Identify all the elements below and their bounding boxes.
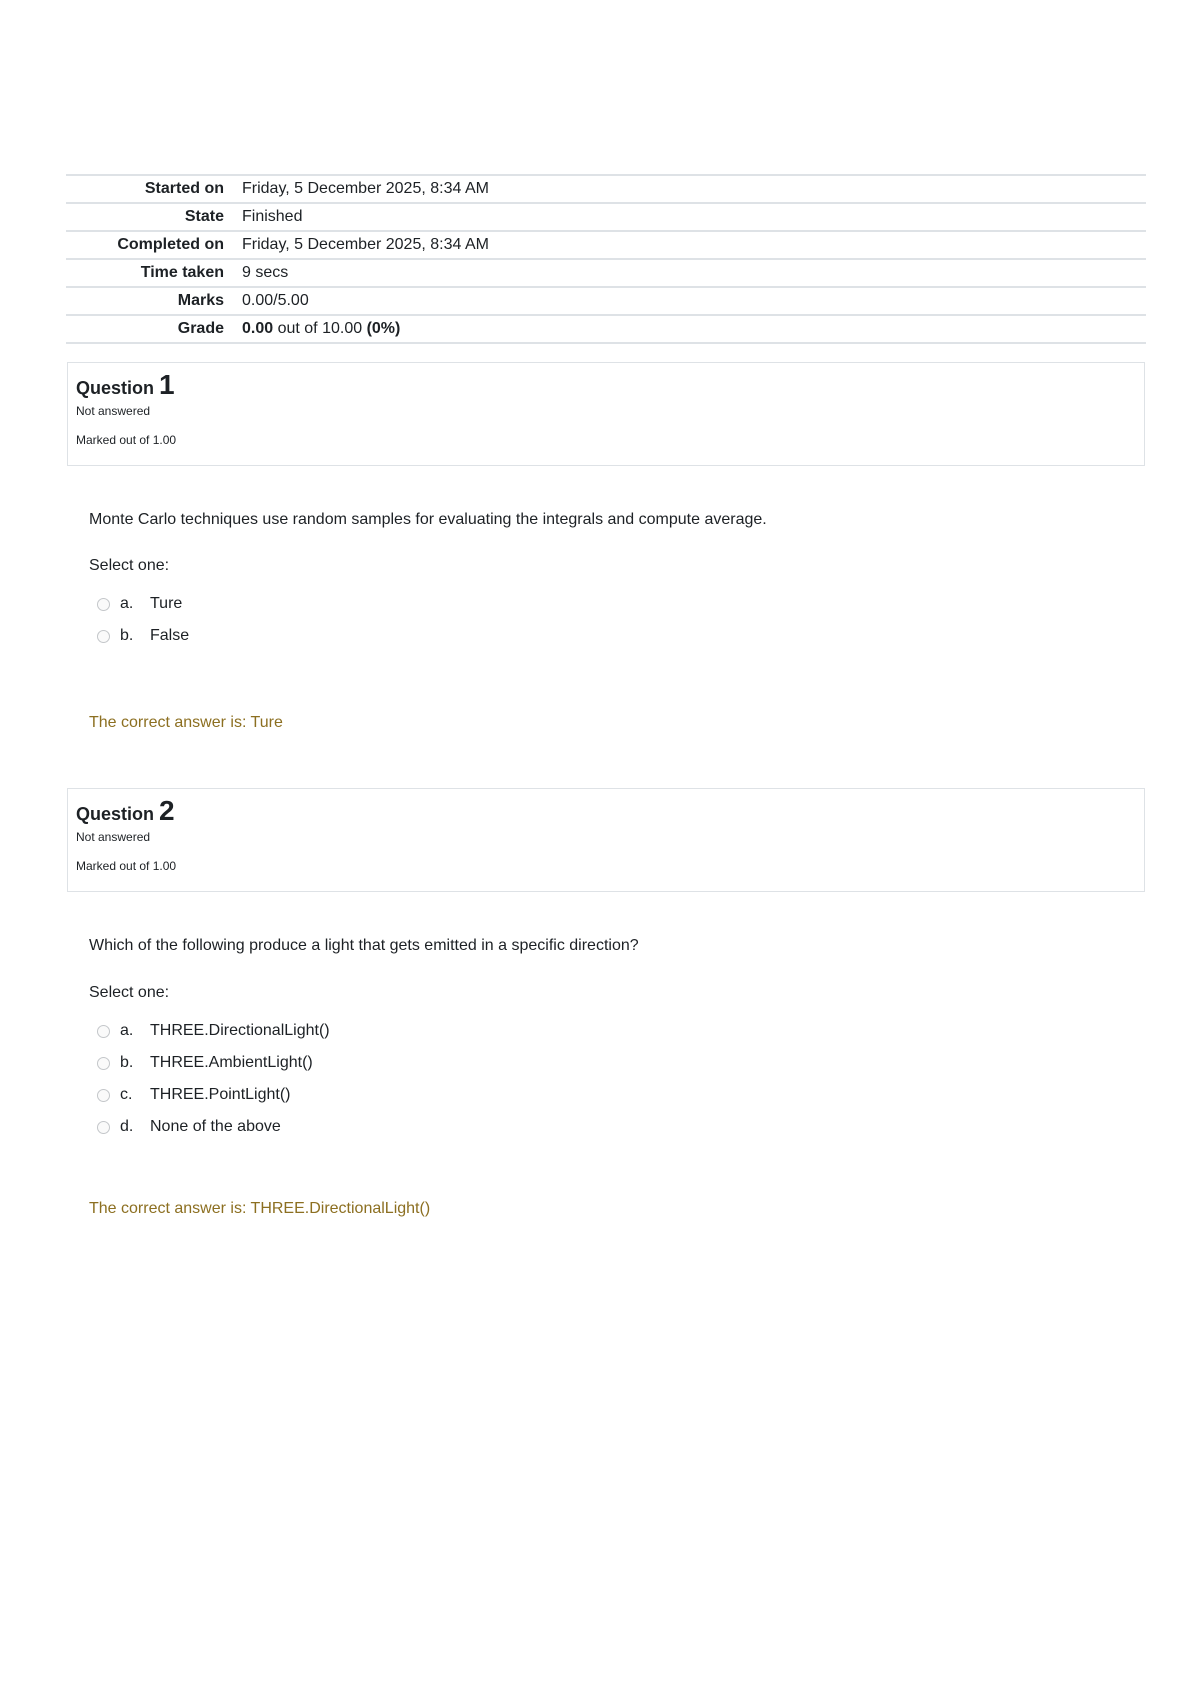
summary-value: 0.00/5.00 — [242, 292, 309, 309]
answer-letter: a. — [120, 595, 134, 612]
radio-button[interactable] — [97, 598, 110, 611]
summary-value — [240, 315, 1146, 343]
answer-letter: d. — [120, 1118, 134, 1135]
radio-button[interactable] — [97, 1089, 110, 1102]
summary-value: Friday, 5 December 2025, 8:34 AM — [242, 236, 489, 253]
grade-out-of: out of 10.00 — [277, 320, 363, 337]
answer-label: THREE.PointLight() — [150, 1086, 291, 1103]
summary-row-state — [66, 203, 1146, 231]
summary-row-time-taken — [66, 259, 1146, 287]
question-title — [76, 371, 1136, 402]
answer-label: Ture — [150, 595, 183, 612]
grade-score: 0.00 — [242, 320, 274, 337]
question-state: Not answered — [76, 830, 151, 844]
answer-option[interactable] — [97, 1015, 330, 1047]
summary-label: State — [184, 208, 224, 225]
question-state: Not answered — [76, 404, 151, 418]
summary-label: Marks — [177, 292, 224, 309]
answer-label: THREE.DirectionalLight() — [150, 1022, 330, 1039]
answer-label: False — [150, 627, 190, 644]
radio-button[interactable] — [97, 630, 110, 643]
radio-button[interactable] — [97, 1025, 110, 1038]
question-2-feedback: The correct answer is: THREE.DirectionalLight() — [89, 1200, 431, 1217]
question-word: Question — [76, 378, 155, 398]
answer-label: THREE.AmbientLight() — [150, 1054, 313, 1071]
summary-row-marks — [66, 287, 1146, 315]
summary-label: Time taken — [140, 264, 224, 281]
summary-label: Started on — [144, 180, 224, 197]
summary-row-started — [66, 175, 1146, 203]
summary-label: Grade — [177, 320, 224, 337]
summary-value: Finished — [242, 208, 303, 225]
answer-option[interactable] — [97, 588, 189, 620]
answer-letter: b. — [120, 627, 134, 644]
answer-option[interactable] — [97, 1079, 330, 1111]
question-1-answers — [97, 588, 189, 652]
answer-option[interactable] — [97, 1047, 330, 1079]
question-1-prompt: Select one: — [89, 557, 170, 574]
question-2-text: Which of the following produce a light that gets emitted in a specific direction? — [89, 937, 639, 954]
radio-button[interactable] — [97, 1121, 110, 1134]
question-1-feedback: The correct answer is: Ture — [89, 714, 283, 731]
radio-button[interactable] — [97, 1057, 110, 1070]
summary-value: Friday, 5 December 2025, 8:34 AM — [242, 180, 489, 197]
question-1-info — [67, 362, 1145, 466]
question-2-prompt: Select one: — [89, 984, 170, 1001]
summary-row-grade — [66, 315, 1146, 343]
summary-row-completed — [66, 231, 1146, 259]
summary-value: 9 secs — [242, 264, 289, 281]
answer-letter: b. — [120, 1054, 134, 1071]
grade-percent: (0%) — [366, 320, 401, 337]
question-2-info — [67, 788, 1145, 892]
question-grade: Marked out of 1.00 — [76, 859, 177, 873]
question-title — [76, 797, 1136, 828]
answer-label: None of the above — [150, 1118, 281, 1135]
attempt-summary-table — [66, 174, 1146, 344]
question-number: 2 — [159, 795, 175, 826]
answer-option[interactable] — [97, 1111, 330, 1143]
question-grade: Marked out of 1.00 — [76, 433, 177, 447]
question-2-answers — [97, 1015, 330, 1143]
question-1-text: Monte Carlo techniques use random samples for evaluating the integrals and compute average. — [89, 511, 767, 528]
summary-label: Completed on — [117, 236, 224, 253]
answer-letter: a. — [120, 1022, 134, 1039]
question-number: 1 — [159, 369, 175, 400]
answer-option[interactable] — [97, 620, 189, 652]
answer-letter: c. — [120, 1086, 133, 1103]
question-word: Question — [76, 804, 155, 824]
